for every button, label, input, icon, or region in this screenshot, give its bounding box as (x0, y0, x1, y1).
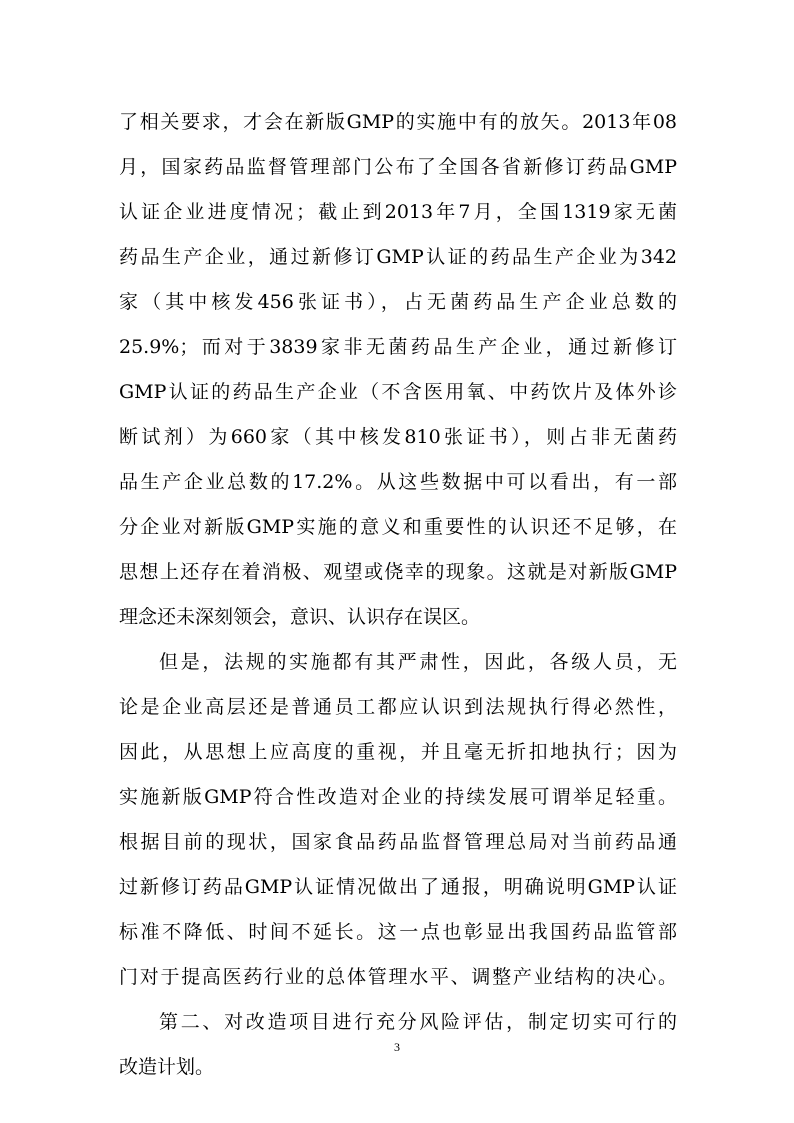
text-line: 论是企业高层还是普通员工都应认识到法规执行得必然性， (119, 696, 677, 718)
paragraph-end-line: 门对于提高医药行业的总体管理水平、调整产业结构的决心。 (119, 966, 677, 988)
section-heading-line: 第二、对改造项目进行充分风险评估，制定切实可行的 (159, 1011, 677, 1033)
text-line: 实施新版GMP符合性改造对企业的持续发展可谓举足轻重。 (119, 786, 677, 808)
text-line: 了相关要求，才会在新版GMP的实施中有的放矢。2013年08 (119, 111, 677, 133)
paragraph-end-line: 改造计划。 (119, 1056, 215, 1078)
text-line: 家（其中核发456张证书），占无菌药品生产企业总数的 (119, 291, 677, 313)
text-line: 25.9%；而对于3839家非无菌药品生产企业，通过新修订 (119, 336, 677, 358)
text-line: 过新修订药品GMP认证情况做出了通报，明确说明GMP认证 (119, 876, 677, 898)
text-line: 分企业对新版GMP实施的意义和重要性的认识还不足够，在 (119, 516, 677, 538)
text-line: 标准不降低、时间不延长。这一点也彰显出我国药品监管部 (119, 921, 677, 943)
text-line: 认证企业进度情况；截止到2013年7月，全国1319家无菌 (119, 201, 677, 223)
text-line: 思想上还存在着消极、观望或侥幸的现象。这就是对新版GMP (119, 561, 677, 583)
paragraph-start-line: 但是，法规的实施都有其严肃性，因此，各级人员，无 (159, 651, 677, 673)
text-line: 药品生产企业，通过新修订GMP认证的药品生产企业为342 (119, 246, 677, 268)
paragraph-end-line: 理念还未深刻领会，意识、认识存在误区。 (119, 606, 481, 628)
text-line: 断试剂）为660家（其中核发810张证书），则占非无菌药 (119, 426, 677, 448)
text-line: 品生产企业总数的17.2%。从这些数据中可以看出，有一部 (119, 471, 677, 493)
body-text (119, 100, 677, 1090)
text-line: 月，国家药品监督管理部门公布了全国各省新修订药品GMP (119, 156, 677, 178)
text-line: 因此，从思想上应高度的重视，并且毫无折扣地执行；因为 (119, 741, 677, 763)
text-line: 根据目前的现状，国家食品药品监督管理总局对当前药品通 (119, 831, 677, 853)
text-line: GMP认证的药品生产企业（不含医用氧、中药饮片及体外诊 (119, 381, 677, 403)
page-number: 3 (394, 1040, 400, 1054)
